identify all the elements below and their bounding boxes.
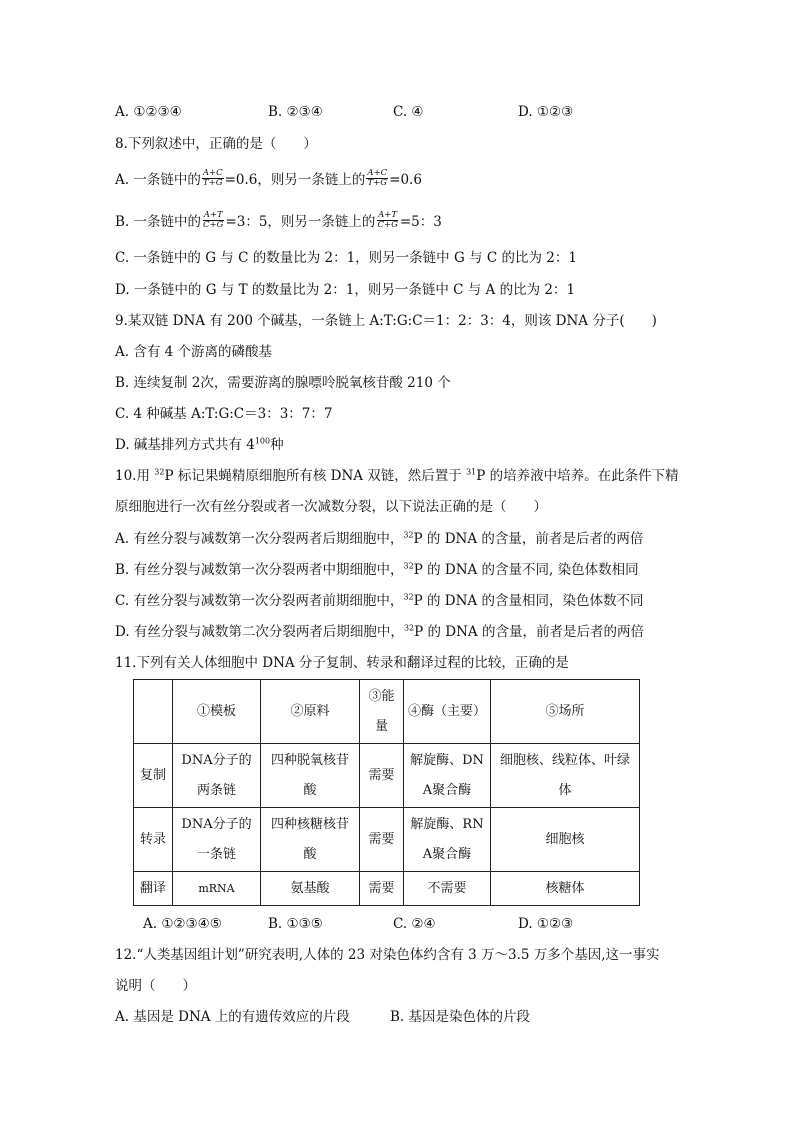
table-cell: 需要: [360, 744, 404, 808]
q10-stem: 10.用 $^{32}$P 标记果蝇精原细胞所有核 DNA 双链，然后置于 $^{31}$P 的培养液中培养。在此条件下精: [115, 467, 679, 484]
header-cell: ④酶（主要）: [404, 680, 491, 744]
header-cell: ⑤场所: [491, 680, 640, 744]
table-cell: 氨基酸: [261, 872, 360, 906]
q8-option-a: A. 一条链中的 $\frac{A+C}{T+G}$ =0.6，则另一条链上的 $\frac{A+C}{T+G}$ =0.6: [115, 168, 422, 188]
fraction: $\frac{A+C}{T+G}$: [367, 168, 388, 188]
q11-stem: 11.下列有关人体细胞中 DNA 分子复制、转录和翻译过程的比较，正确的是: [115, 655, 569, 671]
table-cell: DNA分子的一条链: [173, 808, 261, 872]
q10-option-c: C. 有丝分裂与减数第一次分裂两者前期细胞中，$^{32}$P 的 DNA 的含量相同，染色体数不同: [115, 592, 644, 609]
table-cell: 四种核糖核苷酸: [261, 808, 360, 872]
q8-option-d: D. 一条链中的 G 与 T 的数量比为 2：1，则另一条链中 C 与 A 的比为 2：1: [115, 282, 576, 298]
table-cell: 复制: [134, 744, 173, 808]
table-cell: 解旋酶、RNA聚合酶: [404, 808, 491, 872]
q12-option-a: A. 基因是 DNA 上的有遗传效应的片段: [115, 1009, 350, 1025]
q11-option-d: D. ①②③: [518, 916, 574, 932]
q9-option-d: D. 碱基排列方式共有 $4^{100}$种: [115, 436, 284, 453]
table-cell: 解旋酶、DNA聚合酶: [404, 744, 491, 808]
table-cell: 需要: [360, 872, 404, 906]
table-cell: 翻译: [134, 872, 173, 906]
q7-option-b: B. ②③④: [268, 104, 323, 120]
q7-option-a: A. ①②③④: [115, 104, 182, 120]
q9-option-b: B. 连续复制 2次，需要游离的腺嘌呤脱氧核苷酸 210 个: [115, 375, 451, 391]
table-cell: 四种脱氧核苷酸: [261, 744, 360, 808]
q12-stem: 12.“人类基因组计划”研究表明,人体的 23 对染色体约含有 3 万～3.5 万多个基因,这一事实: [115, 947, 660, 963]
q10-option-a: A. 有丝分裂与减数第一次分裂两者后期细胞中，$^{32}$P 的 DNA 的含量，前者是后者的两倍: [115, 530, 644, 547]
header-cell: [134, 680, 173, 744]
q11-option-b: B. ①③⑤: [268, 916, 323, 932]
header-cell: ②原料: [261, 680, 360, 744]
table-row: [134, 872, 640, 906]
q10-option-d: D. 有丝分裂与减数第二次分裂两者后期细胞中，$^{32}$P 的 DNA 的含量，前者是后者的两倍: [115, 623, 644, 640]
table-header-row: [134, 680, 640, 744]
table-cell: 核糖体: [491, 872, 640, 906]
fraction: $\frac{A+C}{T+G}$: [202, 168, 223, 188]
q8-stem: 8.下列叙述中，正确的是（ ）: [115, 136, 317, 152]
q7-option-c: C. ④: [393, 104, 424, 120]
table-cell: 细胞核: [491, 808, 640, 872]
q8-option-c: C. 一条链中的 G 与 C 的数量比为 2：1，则另一条链中 G 与 C 的比为 2：1: [115, 250, 577, 266]
comparison-table: [133, 679, 640, 906]
fraction: $\frac{A+T}{C+G}$: [377, 210, 398, 230]
q11-option-c: C. ②④: [393, 916, 436, 932]
header-cell: ③能量: [360, 680, 404, 744]
table-cell: 细胞核、线粒体、叶绿体: [491, 744, 640, 808]
q10-stem-cont: 原细胞进行一次有丝分裂或者一次减数分裂，以下说法正确的是（ ）: [115, 499, 547, 515]
q10-option-b: B. 有丝分裂与减数第一次分裂两者中期细胞中，$^{32}$P 的 DNA 的含量不同, 染色体数相同: [115, 561, 639, 578]
q9-option-c: C. 4 种碱基 A:T:G:C＝3：3：7：7: [115, 406, 333, 422]
table-cell: 不需要: [404, 872, 491, 906]
table-cell: mRNA: [173, 872, 261, 906]
q12-option-b: B. 基因是染色体的片段: [390, 1009, 531, 1025]
fraction: $\frac{A+T}{C+G}$: [203, 210, 224, 230]
table-row: [134, 808, 640, 872]
q12-stem-cont: 说明（ ）: [115, 978, 196, 994]
header-cell: ①模板: [173, 680, 261, 744]
table-cell: 需要: [360, 808, 404, 872]
q7-option-d: D. ①②③: [518, 104, 574, 120]
q11-option-a: A. ①②③④⑤: [143, 916, 222, 932]
table-cell: DNA分子的两条链: [173, 744, 261, 808]
q9-option-a: A. 含有 4 个游离的磷酸基: [115, 344, 273, 360]
q9-stem: 9.某双链 DNA 有 200 个碱基，一条链上 A:T:G:C＝1：2：3：4，则该 DNA 分子( ): [115, 313, 657, 329]
table-row: [134, 744, 640, 808]
table-cell: 转录: [134, 808, 173, 872]
q8-option-b: B. 一条链中的 $\frac{A+T}{C+G}$ =3：5，则另一条链上的 $\frac{A+T}{C+G}$ =5：3: [115, 210, 442, 230]
